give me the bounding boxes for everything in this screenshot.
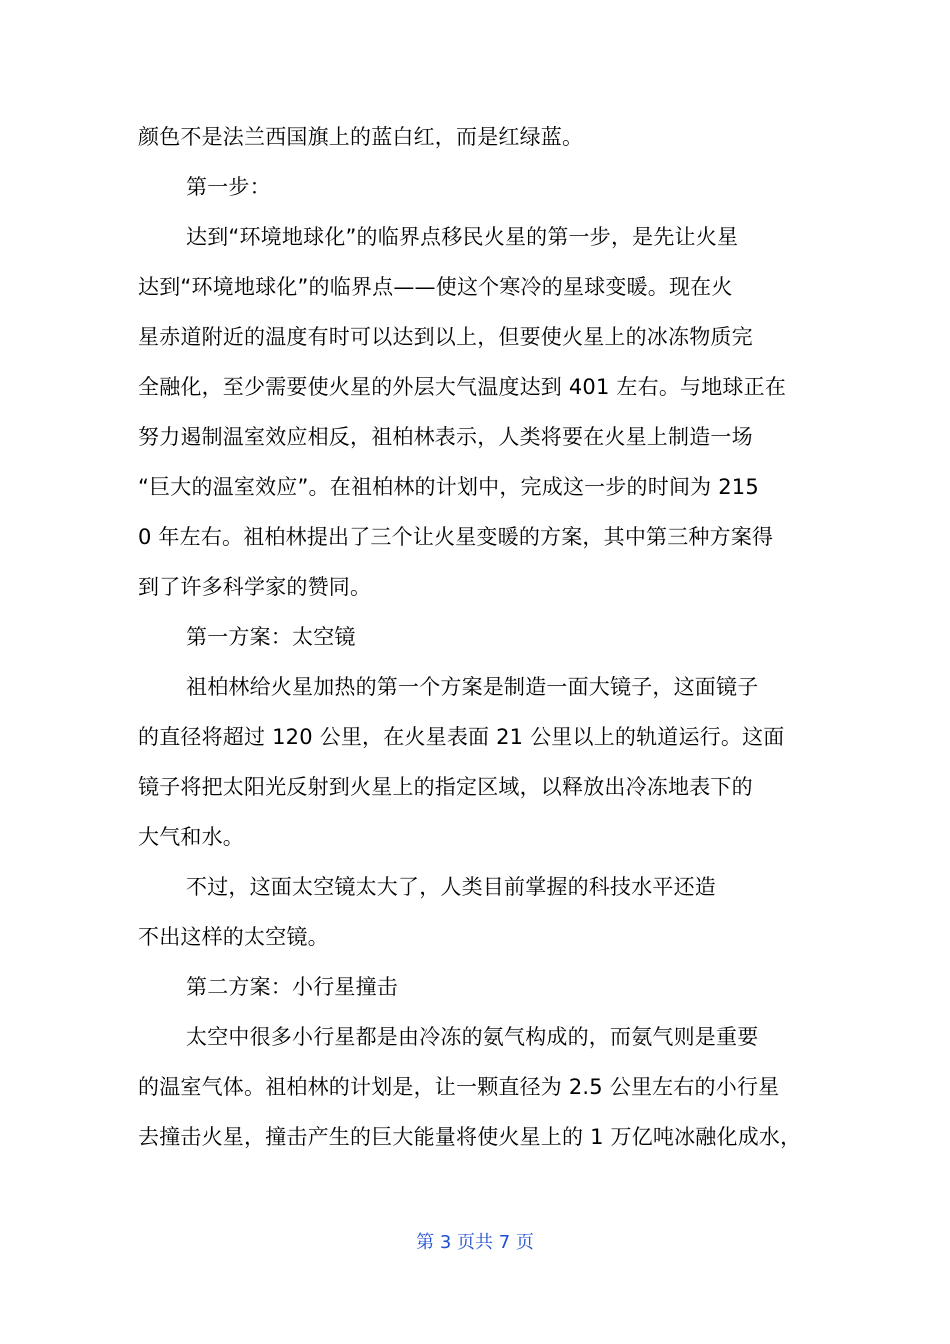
paragraph-line: 不出这样的太空镜。 <box>138 925 329 949</box>
paragraph-line: “巨大的温室效应”。在祖柏林的计划中，完成这一步的时间为 215 <box>138 475 759 499</box>
paragraph-line: 不过，这面太空镜太大了，人类目前掌握的科技水平还造 <box>186 875 716 899</box>
paragraph-line: 镜子将把太阳光反射到火星上的指定区域，以释放出冷冻地表下的 <box>138 775 753 799</box>
page-number-footer: 第 3 页共 7 页 <box>416 1232 534 1253</box>
paragraph-line: 的直径将超过 120 公里，在火星表面 21 公里以上的轨道运行。这面 <box>138 725 785 749</box>
paragraph-line: 0 年左右。祖柏林提出了三个让火星变暖的方案，其中第三种方案得 <box>138 525 774 549</box>
step-heading: 第一步： <box>186 175 271 199</box>
paragraph-line: 去撞击火星，撞击产生的巨大能量将使火星上的 1 万亿吨冰融化成水， <box>138 1125 802 1149</box>
paragraph-line: 达到“环境地球化”的临界点——使这个寒冷的星球变暖。现在火 <box>138 275 733 299</box>
paragraph-line: 的温室气体。祖柏林的计划是，让一颗直径为 2.5 公里左右的小行星 <box>138 1075 780 1099</box>
paragraph-line: 努力遏制温室效应相反，祖柏林表示，人类将要在火星上制造一场 <box>138 425 753 449</box>
paragraph-line: 大气和水。 <box>138 825 244 849</box>
section-heading: 第二方案：小行星撞击 <box>186 975 398 999</box>
paragraph-line: 太空中很多小行星都是由冷冻的氨气构成的，而氨气则是重要 <box>186 1025 759 1049</box>
section-heading: 第一方案：太空镜 <box>186 625 356 649</box>
paragraph-line: 到了许多科学家的赞同。 <box>138 575 372 599</box>
paragraph-line: 颜色不是法兰西国旗上的蓝白红，而是红绿蓝。 <box>138 125 584 149</box>
paragraph-line: 祖柏林给火星加热的第一个方案是制造一面大镜子，这面镜子 <box>186 675 759 699</box>
paragraph-line: 全融化，至少需要使火星的外层大气温度达到 401 左右。与地球正在 <box>138 375 787 399</box>
paragraph-line: 星赤道附近的温度有时可以达到以上，但要使火星上的冰冻物质完 <box>138 325 753 349</box>
paragraph-line: 达到“环境地球化”的临界点移民火星的第一步，是先让火星 <box>186 225 739 249</box>
